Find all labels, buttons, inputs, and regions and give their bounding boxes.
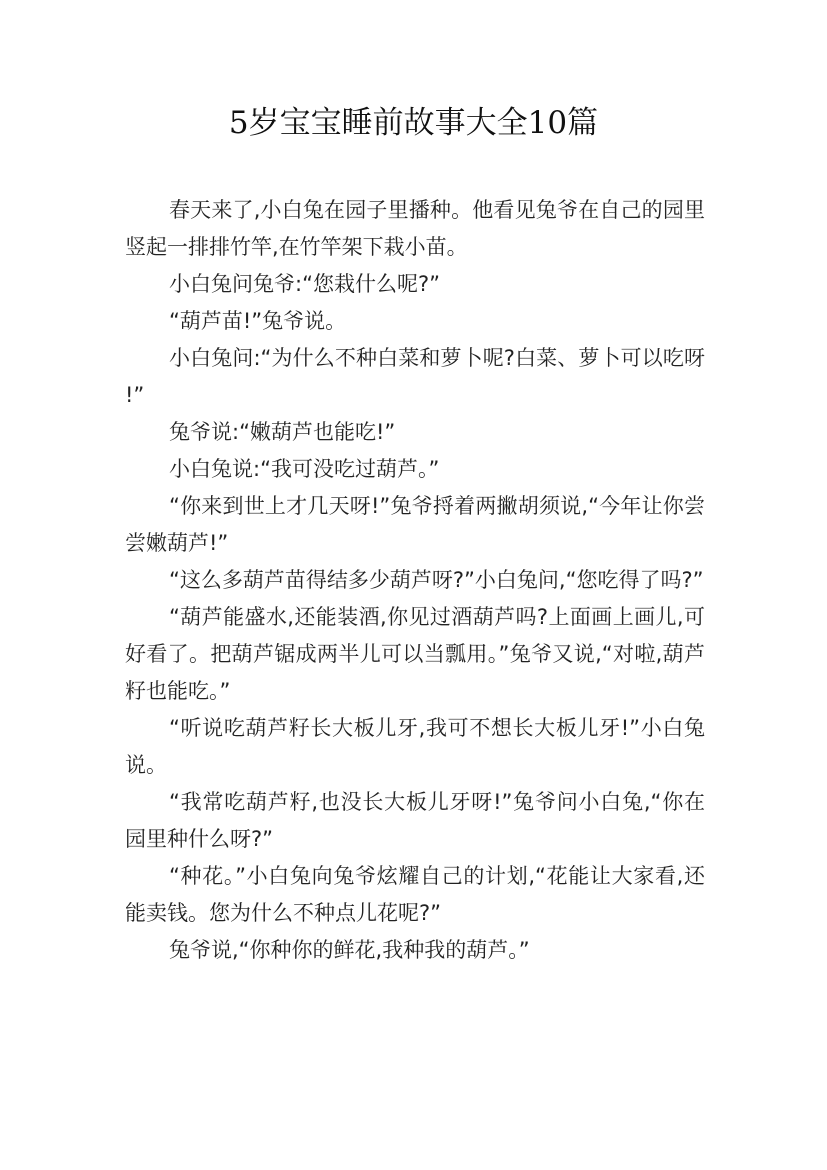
paragraph-1: 春天来了,小白兔在园子里播种。他看见兔爷在自己的园里竖起一排排竹竿,在竹竿架下栽小苗。	[125, 198, 705, 259]
paragraph-9: “葫芦能盛水,还能装酒,你见过酒葫芦吗?上面画上画儿,可好看了。把葫芦锯成两半儿可以当瓢用。”兔爷又说,“对啦,葫芦籽也能吃。”	[125, 605, 705, 703]
page-title: 5岁宝宝睡前故事大全10篇	[228, 105, 599, 141]
paragraph-10: “听说吃葫芦籽长大板儿牙,我可不想长大板儿牙!”小白兔说。	[125, 716, 705, 777]
paragraph-2: 小白兔问兔爷:“您栽什么呢?”	[169, 272, 440, 296]
paragraph-6: 小白兔说:“我可没吃过葫芦。”	[169, 457, 440, 481]
paragraph-4: 小白兔问:“为什么不种白菜和萝卜呢?白菜、萝卜可以吃呀!”	[125, 346, 705, 407]
paragraph-12: “种花。”小白兔向兔爷炫耀自己的计划,“花能让大家看,还能卖钱。您为什么不种点儿花呢?”	[125, 864, 705, 925]
paragraph-7: “你来到世上才几天呀!”兔爷捋着两撇胡须说,“今年让你尝尝嫩葫芦!”	[125, 494, 705, 555]
paragraph-8: “这么多葫芦苗得结多少葫芦呀?”小白兔问,“您吃得了吗?”	[169, 568, 704, 592]
paragraph-11: “我常吃葫芦籽,也没长大板儿牙呀!”兔爷问小白兔,“你在园里种什么呀?”	[125, 790, 705, 851]
paragraph-3: “葫芦苗!”兔爷说。	[169, 309, 347, 333]
story-body	[125, 192, 705, 969]
paragraph-5: 兔爷说:“嫩葫芦也能吃!”	[169, 420, 396, 444]
paragraph-13: 兔爷说,“你种你的鲜花,我种我的葫芦。”	[169, 938, 530, 962]
